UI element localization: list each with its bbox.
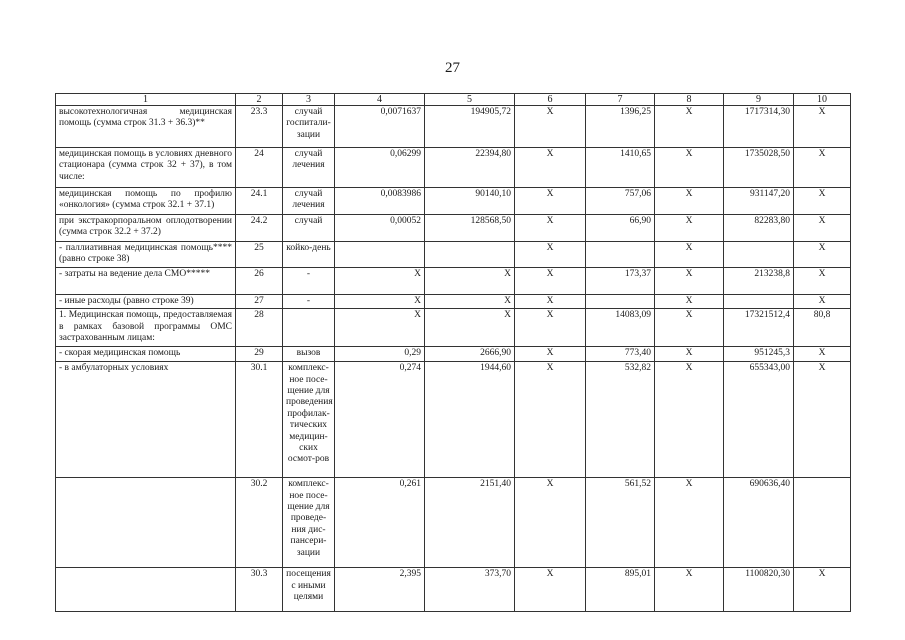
column-header: 10 [794,94,851,106]
row-unit: комплекс-ное посе-щение для проведения профилак-тических медицин-ских осмот-ров [283,362,335,478]
cell-col8: Х [655,242,724,268]
cell-col9: 82283,80 [724,215,794,242]
cell-col5: 194905,72 [425,106,515,148]
cell-col5: Х [425,309,515,347]
cell-col5: 90140,10 [425,188,515,215]
cell-col8: Х [655,188,724,215]
row-name: - скорая медицинская помощь [56,347,236,362]
cell-col6: Х [515,362,586,478]
cell-col7: 66,90 [586,215,655,242]
cell-col9: 17321512,4 [724,309,794,347]
column-header: 2 [236,94,283,106]
cell-col9: 655343,00 [724,362,794,478]
row-name [56,568,236,612]
row-code: 30.3 [236,568,283,612]
cell-col4 [335,242,425,268]
cell-col5: 2666,90 [425,347,515,362]
cell-col4: 0,274 [335,362,425,478]
row-code: 30.2 [236,478,283,568]
cell-col4: Х [335,294,425,308]
cell-col7: 773,40 [586,347,655,362]
row-code: 26 [236,267,283,294]
cell-col4: Х [335,309,425,347]
cell-col4: 0,261 [335,478,425,568]
cell-col8: Х [655,478,724,568]
row-name: при экстракорпоральном оплодотворении (сумма строк 32.2 + 37.2) [56,215,236,242]
cell-col8: Х [655,568,724,612]
cell-col4: 0,29 [335,347,425,362]
row-unit: - [283,267,335,294]
cell-col4: 0,0083986 [335,188,425,215]
cell-col4: 0,0071637 [335,106,425,148]
cell-col8: Х [655,267,724,294]
cell-col9: 931147,20 [724,188,794,215]
cell-col6: Х [515,309,586,347]
cell-col9: 213238,8 [724,267,794,294]
table-row [56,148,851,188]
table-row [56,478,851,568]
row-code: 25 [236,242,283,268]
cell-col4: 2,395 [335,568,425,612]
cell-col8: Х [655,215,724,242]
table-row [56,242,851,268]
cell-col10: Х [794,215,851,242]
cell-col7: 895,01 [586,568,655,612]
cell-col5: 2151,40 [425,478,515,568]
cell-col5: 373,70 [425,568,515,612]
cell-col5: Х [425,294,515,308]
row-code: 24.2 [236,215,283,242]
row-code: 27 [236,294,283,308]
cell-col10: 80,8 [794,309,851,347]
row-name: высокотехнологичная медицинская помощь (сумма строк 31.3 + 36.3)** [56,106,236,148]
cell-col10: Х [794,294,851,308]
cell-col7: 14083,09 [586,309,655,347]
cell-col7: 757,06 [586,188,655,215]
cell-col8: Х [655,106,724,148]
cell-col8: Х [655,294,724,308]
row-code: 24 [236,148,283,188]
cell-col6: Х [515,215,586,242]
row-unit: вызов [283,347,335,362]
row-unit: койко-день [283,242,335,268]
row-name: - затраты на ведение дела СМО***** [56,267,236,294]
table-row [56,309,851,347]
column-header: 9 [724,94,794,106]
cell-col10: Х [794,267,851,294]
row-unit: - [283,294,335,308]
cell-col5 [425,242,515,268]
table-row [56,362,851,478]
cell-col10: Х [794,347,851,362]
cell-col7: 561,52 [586,478,655,568]
table-row [56,188,851,215]
cell-col5: 128568,50 [425,215,515,242]
row-name: 1. Медицинская помощь, предоставляемая в рамках базовой программы ОМС застрахованным лицам: [56,309,236,347]
row-name: - паллиативная медицинская помощь**** (равно строке 38) [56,242,236,268]
cell-col4: Х [335,267,425,294]
table-row [56,267,851,294]
cell-col8: Х [655,362,724,478]
cell-col10 [794,478,851,568]
cell-col7: 532,82 [586,362,655,478]
row-name [56,478,236,568]
row-code: 23.3 [236,106,283,148]
column-header: 1 [56,94,236,106]
row-name: медицинская помощь по профилю «онкология» (сумма строк 32.1 + 37.1) [56,188,236,215]
cell-col6: Х [515,267,586,294]
cell-col4: 0,06299 [335,148,425,188]
cell-col4: 0,00052 [335,215,425,242]
column-header: 8 [655,94,724,106]
cell-col10: Х [794,188,851,215]
cell-col8: Х [655,148,724,188]
cell-col5: 1944,60 [425,362,515,478]
cell-col7: 1410,65 [586,148,655,188]
cell-col10: Х [794,242,851,268]
cell-col10: Х [794,148,851,188]
cell-col7 [586,294,655,308]
cell-col9: 690636,40 [724,478,794,568]
row-unit: случай лечения [283,148,335,188]
cell-col8: Х [655,347,724,362]
row-code: 28 [236,309,283,347]
cell-col6: Х [515,478,586,568]
page-number: 27 [445,60,460,76]
cell-col7 [586,242,655,268]
table-row [56,347,851,362]
row-name: медицинская помощь в условиях дневного стационара (сумма строк 32 + 37), в том числе: [56,148,236,188]
table-row [56,294,851,308]
row-unit: случай госпитали-зации [283,106,335,148]
cell-col6: Х [515,568,586,612]
cell-col7: 1396,25 [586,106,655,148]
table-row [56,568,851,612]
cell-col5: 22394,80 [425,148,515,188]
column-header: 6 [515,94,586,106]
cell-col6: Х [515,188,586,215]
row-unit: случай лечения [283,188,335,215]
row-unit [283,309,335,347]
row-name: - в амбулаторных условиях [56,362,236,478]
column-header: 4 [335,94,425,106]
column-header-row [56,94,851,106]
cell-col10: Х [794,362,851,478]
data-table [55,93,851,612]
column-header: 7 [586,94,655,106]
cell-col6: Х [515,106,586,148]
cell-col10: Х [794,106,851,148]
table-row [56,106,851,148]
cell-col9: 1735028,50 [724,148,794,188]
row-code: 24.1 [236,188,283,215]
cell-col5: Х [425,267,515,294]
row-unit: комплекс-ное посе-щение для проведе-ния дис-пансери-зации [283,478,335,568]
cell-col10: Х [794,568,851,612]
cell-col6: Х [515,148,586,188]
cell-col6: Х [515,294,586,308]
cell-col9: 951245,3 [724,347,794,362]
row-code: 29 [236,347,283,362]
column-header: 3 [283,94,335,106]
cell-col8: Х [655,309,724,347]
cell-col9: 1717314,30 [724,106,794,148]
row-code: 30.1 [236,362,283,478]
table-row [56,215,851,242]
cell-col7: 173,37 [586,267,655,294]
cell-col9 [724,242,794,268]
cell-col6: Х [515,242,586,268]
row-unit: случай [283,215,335,242]
row-name: - иные расходы (равно строке 39) [56,294,236,308]
cell-col9: 1100820,30 [724,568,794,612]
column-header: 5 [425,94,515,106]
row-unit: посещения с иными целями [283,568,335,612]
cell-col6: Х [515,347,586,362]
cell-col9 [724,294,794,308]
